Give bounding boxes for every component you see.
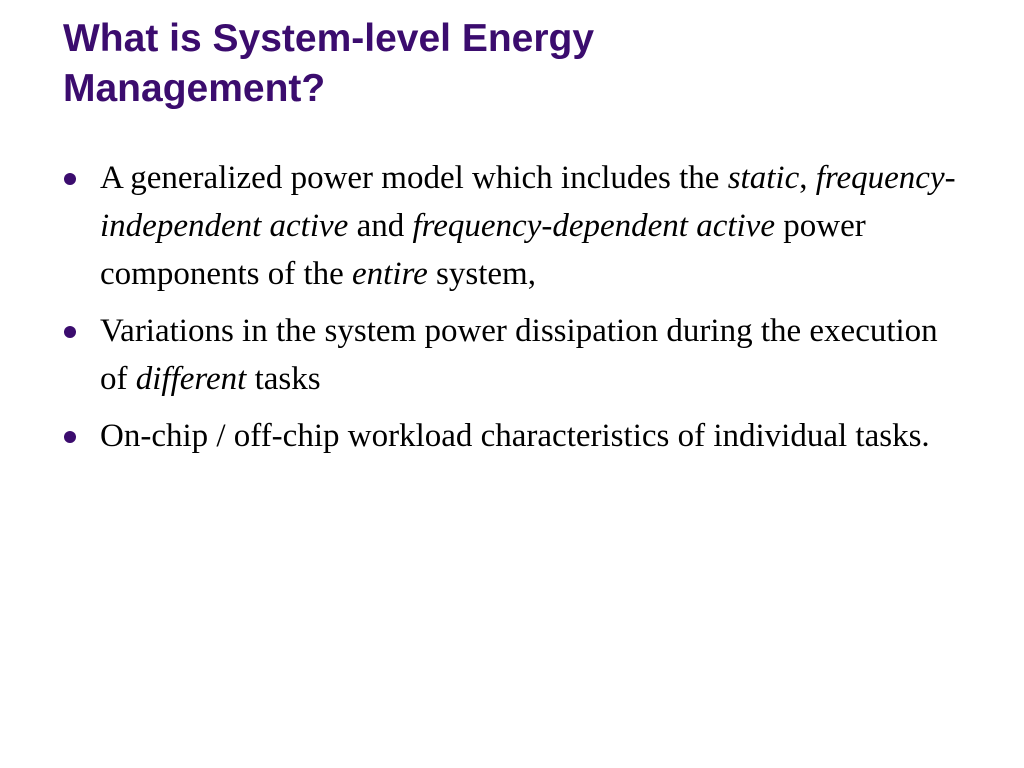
bullet-list [64, 154, 964, 469]
text-segment: Variations in the system power dissipation during the execution of [100, 313, 938, 397]
emphasis-frequency-dependent-active: frequency-dependent active [412, 208, 775, 244]
bullet-dot-icon [64, 326, 76, 338]
text-segment: and [348, 208, 413, 244]
bullet-dot-icon [64, 173, 76, 185]
bullet-item-power-variations [64, 307, 964, 403]
emphasis-different: different [135, 361, 247, 397]
text-segment: tasks [246, 361, 321, 397]
text-segment: system, [427, 256, 536, 292]
text-segment: A generalized power model which includes the [100, 160, 728, 196]
bullet-item-power-model [64, 154, 964, 298]
bullet-item-workload [64, 412, 964, 460]
bullet-text [100, 418, 930, 454]
bullet-text [100, 160, 956, 292]
slide-title-line-2: Management? [63, 67, 326, 110]
emphasis-static: static [727, 160, 800, 196]
slide-title [63, 14, 963, 114]
bullet-text [100, 313, 938, 397]
slide-title-line-1: What is System-level Energy [63, 17, 595, 60]
text-segment: , [799, 160, 816, 196]
emphasis-entire: entire [352, 256, 428, 292]
bullet-dot-icon [64, 431, 76, 443]
text-segment: power components of the [100, 208, 866, 292]
emphasis-frequency-independent-active: frequency-independent active [100, 160, 956, 244]
text-segment: On-chip / off-chip workload characteristics of individual tasks. [100, 418, 930, 454]
